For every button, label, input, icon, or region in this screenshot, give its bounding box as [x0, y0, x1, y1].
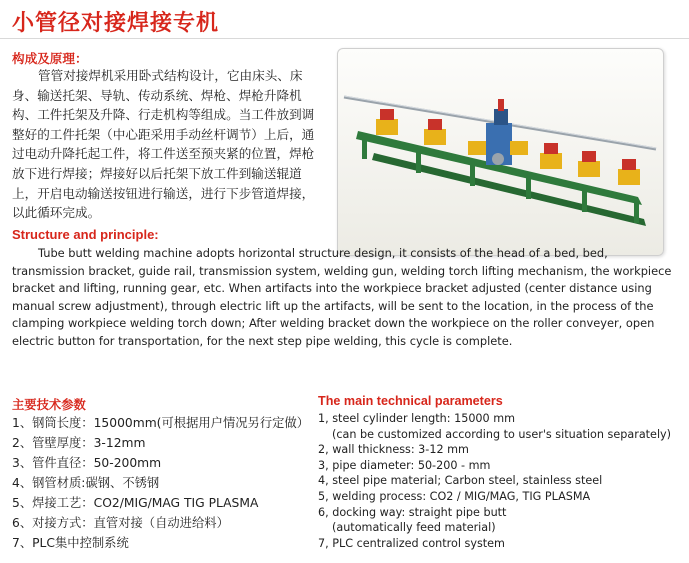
en-params-list — [318, 411, 678, 551]
list-item: 4、钢管材质:碳钢、不锈钢 — [12, 476, 160, 490]
en-params-heading: The main technical parameters — [318, 394, 503, 408]
list-item: 7、PLC集中控制系统 — [12, 536, 129, 550]
list-item: (can be customized according to user's situation separately) — [332, 427, 672, 441]
cn-params-heading: 主要技术参数 — [12, 398, 86, 412]
welding-machine-image — [338, 49, 663, 255]
title-divider — [0, 38, 689, 39]
list-item: 1、钢筒长度：15000mm(可根据用户情况另行定做） — [12, 416, 310, 430]
cn-structure-heading: 构成及原理： — [12, 51, 88, 66]
list-item: 6, docking way: straight pipe butt — [318, 505, 507, 519]
list-item: 5, welding process: CO2 / MIG/MAG, TIG PLASMA — [318, 489, 591, 503]
list-item: 6、对接方式：直管对接（自动进给料） — [12, 516, 229, 530]
list-item: (automatically feed material) — [332, 521, 496, 535]
list-item: 5、焊接工艺：CO2/MIG/MAG TIG PLASMA — [12, 496, 259, 510]
list-item: 7, PLC centralized control system — [318, 536, 505, 550]
cn-params-list — [12, 413, 312, 553]
en-structure-text: Tube butt welding machine adopts horizontal structure design, it consists of the head of a bed, bed, transmission bracket, guide rail, transmission system, welding gun, welding torch lifting mechanism, the workpiece bracket and lifting, running gear, etc. When artifacts into the workpiece bracket adjusted (center distance using manual screw adjustment), through electric lift up the artifacts, will be sent to the location, in the process of the clamping workpiece welding torch down; After welding bracket down the workpiece on the roller conveyer, open electric button for transportation, for the next step pipe welding, this cycle is complete. — [12, 246, 672, 348]
page-title: 小管径对接焊接专机 — [12, 11, 220, 36]
list-item: 2, wall thickness: 3-12 mm — [318, 443, 469, 457]
list-item: 3, pipe diameter: 50-200 - mm — [318, 458, 491, 472]
list-item: 4, steel pipe material; Carbon steel, stainless steel — [318, 474, 603, 488]
list-item: 1, steel cylinder length: 15000 mm — [318, 412, 516, 425]
en-structure-heading: Structure and principle: — [12, 227, 159, 242]
cn-structure-text: 管管对接焊机采用卧式结构设计，它由床头、床身、输送托架、导轨、传动系统、焊枪、焊枪升降机构、工件托架及升降、行走机构等组成。当工件放到调整好的工件托架（中心距采用手动丝杆调节）上后，通过电动升降托起工件，将工件送至预夹紧的位置，焊枪放下进行焊接；焊接好以后托架下放工件到输送辊道上，开启电动输送按钮进行输送，进行下步管道焊接，以此循环完成。 — [12, 68, 315, 221]
list-item: 3、管件直径：50-200mm — [12, 456, 162, 470]
list-item: 2、管壁厚度：3-12mm — [12, 436, 146, 450]
machine-illustration — [337, 48, 664, 256]
